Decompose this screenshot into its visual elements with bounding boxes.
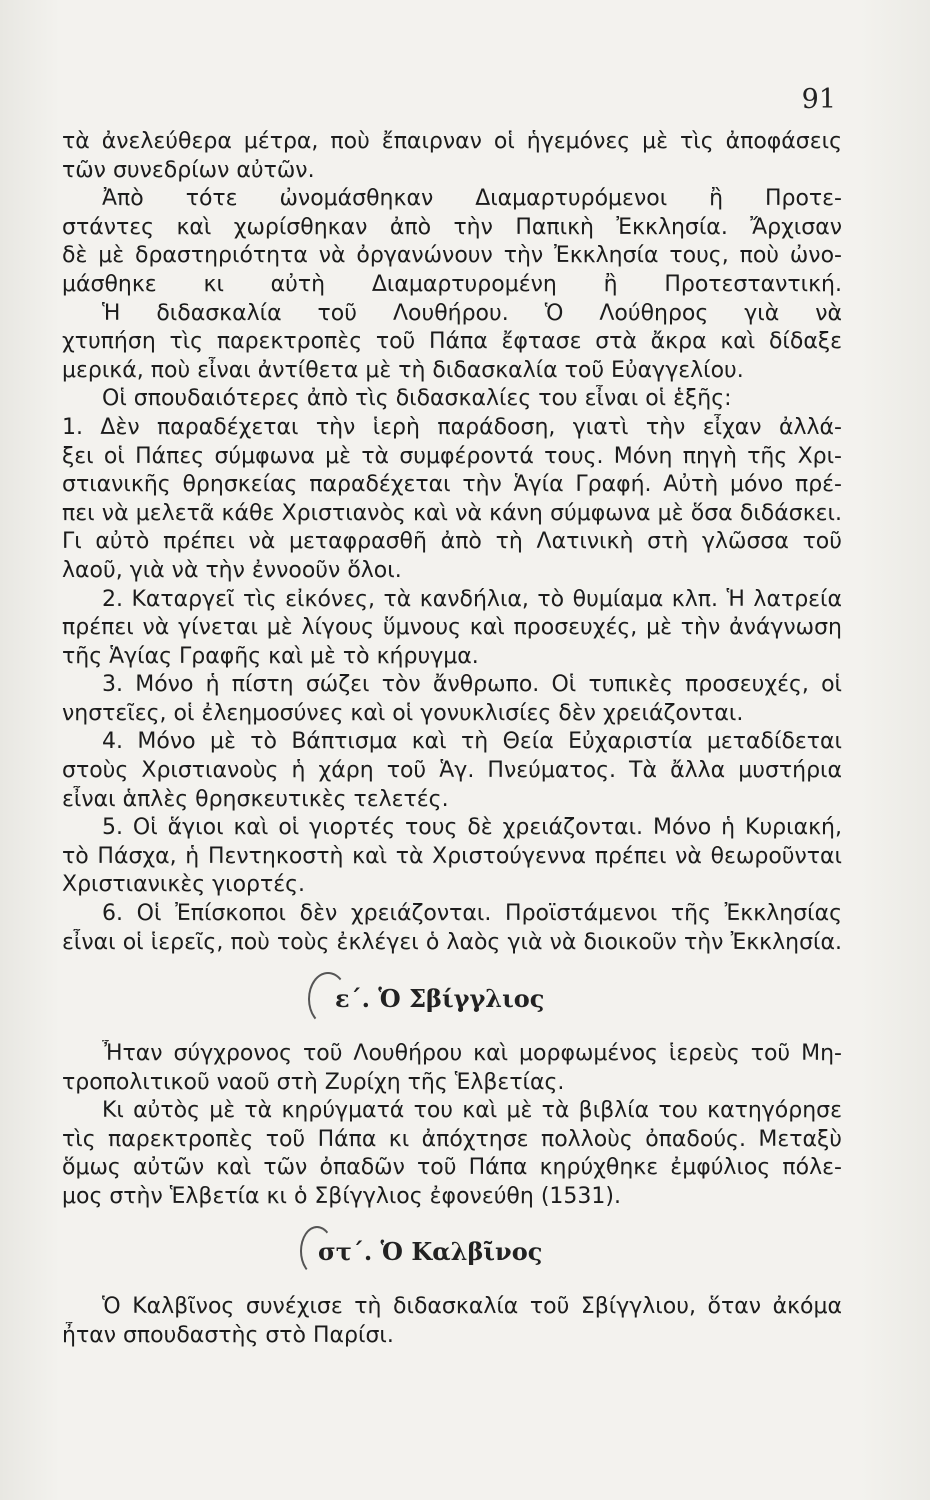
text-line: δὲ μὲ δραστηριότητα νὰ ὀργανώνουν τὴν Ἐκκλησία τους, ποὺ ὠνο- (62, 243, 842, 269)
subheading-line: Ἡ διδασκαλία τοῦ Λουθήρου. Ὁ Λούθηρος γιὰ νὰ (102, 300, 842, 326)
list-item-line: 6. Οἱ Ἐπίσκοποι δὲν χρειάζονται. Προϊστάμενοι τῆς Ἐκκλησίας (102, 901, 842, 927)
section-heading-calvin: στ΄. Ὁ Καλβῖνος (318, 1237, 543, 1266)
text-line: ξει οἱ Πάπες σύμφωνα μὲ τὰ συμφέροντά τους. Μόνη πηγὴ τῆς Χρι- (62, 443, 842, 469)
text-line: τὸ Πάσχα, ἡ Πεντηκοστὴ καὶ τὰ Χριστούγεννα πρέπει νὰ θεωροῦνται (62, 843, 842, 869)
text-line: στάντες καὶ χωρίσθηκαν ἀπὸ τὴν Παπικὴ Ἐκκλησία. Ἄρχισαν (62, 214, 842, 240)
text-line: Ἦταν σύγχρονος τοῦ Λουθήρου καὶ μορφωμένος ἱερεὺς τοῦ Μη- (102, 1041, 842, 1066)
text-line: μος στὴν Ἑλβετία κι ὁ Σβίγγλιος ἐφονεύθη (1531). (62, 1183, 621, 1209)
text-line: χτυπήση τὶς παρεκτροπὲς τοῦ Πάπα ἔφτασε στὰ ἄκρα καὶ δίδαξε (62, 329, 842, 355)
text-line: πει νὰ μελετᾶ κάθε Χριστιανὸς καὶ νὰ κάνη σύμφωνα μὲ ὅσα διδάσκει. (62, 500, 842, 526)
text-line: Χριστιανικὲς γιορτές. (62, 872, 306, 898)
text-line: τὶς παρεκτροπὲς τοῦ Πάπα κι ἀπόχτησε πολλοὺς ὀπαδούς. Μεταξὺ (62, 1126, 842, 1152)
text-line: τῶν συνεδρίων αὐτῶν. (62, 157, 315, 183)
text-line: εἶναι οἱ ἱερεῖς, ποὺ τοὺς ἐκλέγει ὁ λαὸς γιὰ νὰ διοικοῦν τὴν Ἐκκλησία. (62, 929, 842, 955)
text-line: στιανικῆς θρησκείας παραδέχεται τὴν Ἁγία Γραφή. Αὐτὴ μόνο πρέ- (62, 472, 842, 498)
section-heading-zwingli: ε΄. Ὁ Σβίγγλιος (335, 984, 545, 1013)
list-item-line: 3. Μόνο ἡ πίστη σώζει τὸν ἄνθρωπο. Οἱ τυπικὲς προσευχές, οἱ (102, 672, 842, 698)
text-line: Ὁ Καλβῖνος συνέχισε τὴ διδασκαλία τοῦ Σβίγγλιου, ὅταν ἀκόμα (102, 1294, 842, 1319)
list-item-line: 1. Δὲν παραδέχεται τὴν ἱερὴ παράδοση, γιατὶ τὴν εἶχαν ἀλλά- (62, 414, 842, 440)
page-number: 91 (801, 84, 836, 115)
list-item-line: 4. Μόνο μὲ τὸ Βάπτισμα καὶ τὴ Θεία Εὐχαριστία μεταδίδεται (102, 729, 842, 755)
text-line: Οἱ σπουδαιότερες ἀπὸ τὶς διδασκαλίες του εἶναι οἱ ἑξῆς: (102, 386, 732, 412)
text-line: λαοῦ, γιὰ νὰ τὴν ἐννοοῦν ὅλοι. (62, 557, 402, 583)
text-line: μερικά, ποὺ εἶναι ἀντίθετα μὲ τὴ διδασκαλία τοῦ Εὐαγγελίου. (62, 357, 744, 383)
text-line: πρέπει νὰ γίνεται μὲ λίγους ὕμνους καὶ προσευχές, μὲ τὴν ἀνάγνωση (62, 615, 842, 641)
text-line: τῆς Ἁγίας Γραφῆς καὶ μὲ τὸ κήρυγμα. (62, 643, 479, 669)
text-line: τροπολιτικοῦ ναοῦ στὴ Ζυρίχη τῆς Ἑλβετίας. (62, 1069, 565, 1095)
text-line: τὰ ἀνελεύθερα μέτρα, ποὺ ἔπαιρναν οἱ ἡγεμόνες μὲ τὶς ἀποφάσεις (62, 129, 842, 154)
main-text (62, 128, 842, 957)
text-line: Ἀπὸ τότε ὠνομάσθηκαν Διαμαρτυρόμενοι ἢ Προτε- (102, 186, 842, 212)
list-item-line: 5. Οἱ ἅγιοι καὶ οἱ γιορτές τους δὲ χρειάζονται. Μόνο ἡ Κυριακή, (102, 815, 842, 841)
text-line: Κι αὐτὸς μὲ τὰ κηρύγματά του καὶ μὲ τὰ βιβλία του κατηγόρησε (102, 1098, 842, 1124)
text-line: νηστεῖες, οἱ ἐλεημοσύνες καὶ οἱ γονυκλισίες δὲν χρειάζονται. (62, 700, 744, 726)
list-item-line: 2. Καταργεῖ τὶς εἰκόνες, τὰ κανδήλια, τὸ θυμίαμα κλπ. Ἡ λατρεία (102, 586, 842, 612)
text-line: ἦταν σπουδαστὴς στὸ Παρίσι. (62, 1322, 394, 1348)
text-line: μάσθηκε κι αὐτὴ Διαμαρτυρομένη ἢ Προτεσταντική. (62, 271, 842, 297)
text-line: εἶναι ἁπλὲς θρησκευτικὲς τελετές. (62, 786, 449, 812)
text-line: Γι αὐτὸ πρέπει νὰ μεταφρασθῆ ἀπὸ τὴ Λατινικὴ στὴ γλῶσσα τοῦ (62, 529, 842, 555)
text-line: στοὺς Χριστιανοὺς ἡ χάρη τοῦ Ἁγ. Πνεύματος. Τὰ ἄλλα μυστήρια (62, 758, 842, 784)
calvin-text (62, 1293, 842, 1350)
text-line: ὅμως αὐτῶν καὶ τῶν ὀπαδῶν τοῦ Πάπα κηρύχθηκε ἐμφύλιος πόλε- (62, 1155, 842, 1181)
zwingli-text (62, 1040, 842, 1212)
